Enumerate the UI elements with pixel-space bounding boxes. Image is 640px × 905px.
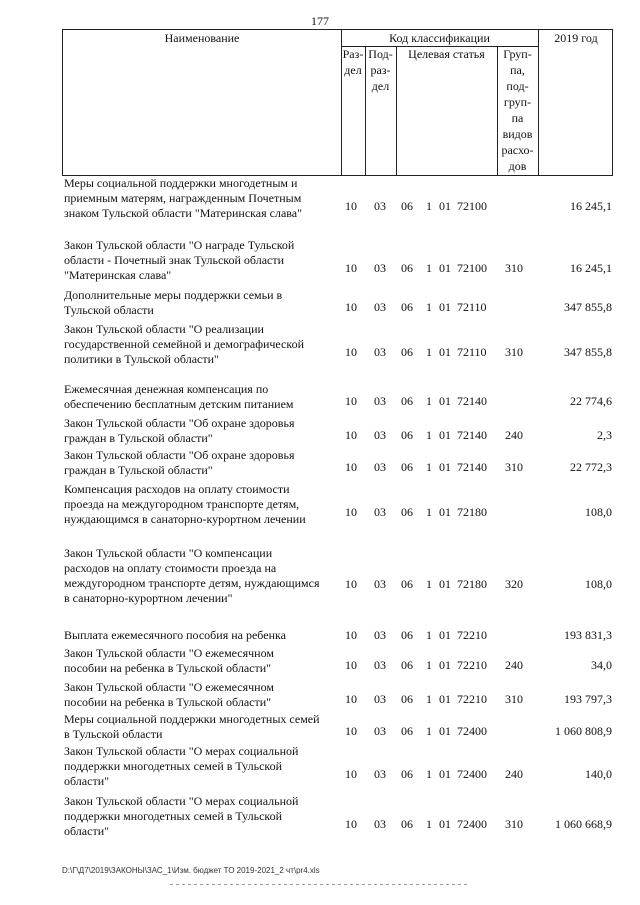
code-c3: 01 [439,577,451,591]
code-podrazdel: 03 [374,724,386,738]
header-year: 2019 год [554,31,598,45]
code-c3: 01 [439,428,451,442]
row-name-line: в Тульской области [64,727,163,741]
row-name [64,176,334,221]
row-name [64,680,334,710]
code-c3: 01 [439,817,451,831]
code-razdel: 10 [345,428,357,442]
code-c1: 06 [401,505,413,519]
code-c3: 01 [439,460,451,474]
header-group-line: па [511,111,524,125]
code-razdel: 10 [345,724,357,738]
code-c4: 72100 [457,261,487,275]
row-name-line: граждан в Тульской области" [64,431,213,445]
code-c3: 01 [439,767,451,781]
amount-2019: 22 774,6 [570,394,612,408]
code-c1: 06 [401,261,413,275]
code-c2: 1 [426,817,432,831]
row-name-line: Выплата ежемесячного пособия на ребенка [64,628,286,642]
code-c3: 01 [439,724,451,738]
row-name-line: "Материнская слава" [64,268,172,282]
code-c1: 06 [401,460,413,474]
page-number: 177 [311,14,329,28]
row-name [64,712,334,742]
row-name-line: Компенсация расходов на оплату стоимости [64,482,290,496]
row-name-line: области" [64,824,110,838]
row-name-line: проезда на междугородном транспорте детям, [64,497,300,511]
code-c1: 06 [401,724,413,738]
header-subsection-line: Под- [368,47,393,61]
code-razdel: 10 [345,767,357,781]
code-c4: 72140 [457,428,487,442]
code-c3: 01 [439,628,451,642]
code-c1: 06 [401,300,413,314]
row-name-line: Закон Тульской области "Об охране здоровья [64,448,295,462]
amount-2019: 34,0 [591,658,612,672]
row-name-line: Закон Тульской области "О ежемесячном [64,680,274,694]
row-name-line: Закон Тульской области "О компенсации [64,546,273,560]
row-name [64,238,334,283]
row-name [64,416,334,446]
code-c1: 06 [401,345,413,359]
code-c3: 01 [439,505,451,519]
code-c1: 06 [401,692,413,706]
row-name-line: нуждающимся в санаторно-курортном лечении [64,512,306,526]
code-c4: 72110 [457,300,487,314]
header-group-line: Груп- [503,47,532,61]
code-podrazdel: 03 [374,428,386,442]
row-name [64,794,334,839]
amount-2019: 347 855,8 [564,300,612,314]
header-code-group: Код классификации [389,31,490,45]
amount-2019: 140,0 [585,767,612,781]
header-subsection-line: раз- [370,63,391,77]
code-c2: 1 [426,199,432,213]
row-name [64,448,334,478]
code-vid: 320 [505,577,523,591]
row-name-line: пособии на ребенка в Тульской области" [64,695,272,709]
code-podrazdel: 03 [374,767,386,781]
amount-2019: 193 831,3 [564,628,612,642]
row-name-line: обеспечению бесплатным детским питанием [64,397,294,411]
code-c1: 06 [401,767,413,781]
row-name-line: Тульской области [64,303,154,317]
row-name [64,628,334,643]
amount-2019: 193 797,3 [564,692,612,706]
header-group [497,46,538,174]
amount-2019: 108,0 [585,505,612,519]
code-c2: 1 [426,724,432,738]
code-c1: 06 [401,428,413,442]
code-razdel: 10 [345,628,357,642]
code-c2: 1 [426,345,432,359]
header-group-line: па, [510,63,525,77]
code-c4: 72140 [457,394,487,408]
code-razdel: 10 [345,261,357,275]
row-name [64,482,334,527]
code-razdel: 10 [345,199,357,213]
code-razdel: 10 [345,505,357,519]
header-name: Наименование [164,31,240,45]
code-c3: 01 [439,199,451,213]
code-c4: 72400 [457,767,487,781]
row-name-line: Закон Тульской области "О ежемесячном [64,646,274,660]
code-c2: 1 [426,767,432,781]
code-vid: 240 [505,658,523,672]
code-razdel: 10 [345,460,357,474]
row-name-line: Меры социальной поддержки многодетным и [64,176,298,190]
row-name-line: Меры социальной поддержки многодетных семей [64,712,320,726]
code-c4: 72210 [457,658,487,672]
amount-2019: 347 855,8 [564,345,612,359]
code-razdel: 10 [345,577,357,591]
code-c4: 72100 [457,199,487,213]
file-path-footer: D:\Г\Д7\2019\ЗАКОНЫ\ЗАС_1\Изм. бюджет ТО 2019-2021_2 чт\pr4.xls [62,866,320,875]
row-name-line: междугородном транспорте детям, нуждающимся [64,576,320,590]
code-c2: 1 [426,577,432,591]
header-section-line: Раз- [342,47,364,61]
code-c4: 72140 [457,460,487,474]
code-podrazdel: 03 [374,658,386,672]
code-vid: 240 [505,428,523,442]
code-c4: 72210 [457,628,487,642]
code-c1: 06 [401,577,413,591]
code-c1: 06 [401,817,413,831]
row-name-line: области" [64,774,110,788]
code-razdel: 10 [345,394,357,408]
row-name-line: области - Почетный знак Тульской области [64,253,285,267]
code-podrazdel: 03 [374,394,386,408]
code-c4: 72110 [457,345,487,359]
row-name-line: Ежемесячная денежная компенсация по [64,382,269,396]
code-podrazdel: 03 [374,692,386,706]
code-vid: 310 [505,692,523,706]
amount-2019: 1 060 668,9 [555,817,612,831]
amount-2019: 2,3 [597,428,612,442]
row-name-line: Закон Тульской области "О мерах социальной [64,794,299,808]
row-name-line: Закон Тульской области "О реализации [64,322,264,336]
code-c3: 01 [439,692,451,706]
header-subsection-line: дел [371,79,390,93]
code-c2: 1 [426,428,432,442]
code-c2: 1 [426,658,432,672]
code-vid: 310 [505,345,523,359]
code-c4: 72400 [457,724,487,738]
header-group-line: видов [502,127,533,141]
code-c2: 1 [426,300,432,314]
code-c3: 01 [439,261,451,275]
code-c2: 1 [426,692,432,706]
code-podrazdel: 03 [374,300,386,314]
row-name-line: Дополнительные меры поддержки семьи в [64,288,283,302]
code-c2: 1 [426,394,432,408]
code-c2: 1 [426,460,432,474]
code-podrazdel: 03 [374,505,386,519]
code-c2: 1 [426,261,432,275]
row-name-line: в санаторно-курортном лечении" [64,591,233,605]
code-c4: 72210 [457,692,487,706]
header-section-line: дел [344,63,362,77]
row-name [64,646,334,676]
row-name-line: Закон Тульской области "О награде Тульской [64,238,295,252]
amount-2019: 108,0 [585,577,612,591]
code-podrazdel: 03 [374,460,386,474]
row-name-line: Закон Тульской области "Об охране здоровья [64,416,295,430]
code-c2: 1 [426,505,432,519]
header-group-line: груп- [503,95,532,109]
amount-2019: 1 060 808,9 [555,724,612,738]
header-group-line: под- [506,79,529,93]
header-section [341,46,365,78]
row-name-line: политики в Тульской области" [64,352,219,366]
header-group-line: дов [508,159,527,173]
code-vid: 240 [505,767,523,781]
code-c1: 06 [401,394,413,408]
code-c1: 06 [401,658,413,672]
code-c3: 01 [439,658,451,672]
code-c4: 72400 [457,817,487,831]
row-name-line: знаком Тульской области "Материнская слава" [64,206,303,220]
row-name-line: Закон Тульской области "О мерах социальной [64,744,299,758]
header-target: Целевая статья [408,47,485,61]
code-c4: 72180 [457,577,487,591]
code-razdel: 10 [345,692,357,706]
code-podrazdel: 03 [374,817,386,831]
code-podrazdel: 03 [374,261,386,275]
row-name-line: приемным матерям, награжденным Почетным [64,191,302,205]
row-name-line: государственной семейной и демографической [64,337,305,351]
code-razdel: 10 [345,300,357,314]
row-name-line: расходов на оплату стоимости проезда на [64,561,277,575]
footer-divider [170,884,470,885]
row-name [64,546,334,606]
code-c3: 01 [439,345,451,359]
code-podrazdel: 03 [374,199,386,213]
header-subsection [365,46,396,94]
code-razdel: 10 [345,345,357,359]
amount-2019: 22 772,3 [570,460,612,474]
code-podrazdel: 03 [374,628,386,642]
code-vid: 310 [505,817,523,831]
code-razdel: 10 [345,658,357,672]
row-name [64,288,334,318]
code-podrazdel: 03 [374,577,386,591]
row-name [64,382,334,412]
code-c2: 1 [426,628,432,642]
row-name-line: граждан в Тульской области" [64,463,213,477]
amount-2019: 16 245,1 [570,261,612,275]
row-name-line: поддержки многодетных семей в Тульской [64,809,283,823]
code-vid: 310 [505,460,523,474]
code-vid: 310 [505,261,523,275]
code-c4: 72180 [457,505,487,519]
row-name [64,322,334,367]
code-c1: 06 [401,628,413,642]
code-c1: 06 [401,199,413,213]
code-c3: 01 [439,394,451,408]
code-podrazdel: 03 [374,345,386,359]
row-name-line: пособии на ребенка в Тульской области" [64,661,272,675]
row-name [64,744,334,789]
row-name-line: поддержки многодетных семей в Тульской [64,759,283,773]
table-header [62,29,613,176]
code-c3: 01 [439,300,451,314]
code-razdel: 10 [345,817,357,831]
amount-2019: 16 245,1 [570,199,612,213]
header-group-line: расхо- [501,143,534,157]
